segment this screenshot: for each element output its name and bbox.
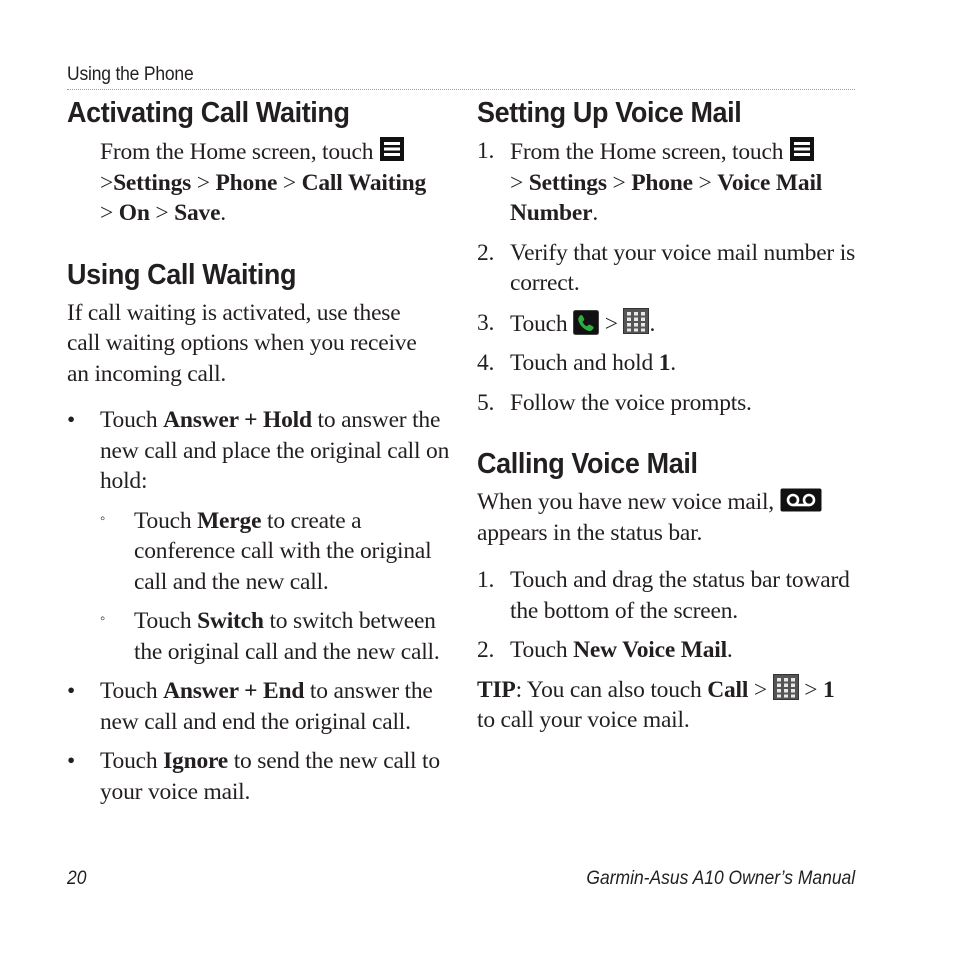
- voicemail-icon: [780, 488, 822, 512]
- dialpad-icon: [773, 674, 799, 700]
- heading-activating-call-waiting: Activating Call Waiting: [67, 97, 350, 129]
- page-number: 20: [67, 868, 87, 889]
- using-intro: If call waiting is activated, use these call waiting options when you receive an incoming call.: [67, 299, 417, 387]
- running-head: Using the Phone: [67, 64, 194, 85]
- bullet-ignore: • Touch Ignore to send the new call to your voice mail.: [67, 748, 440, 805]
- sub-bullet-marker: ◦: [100, 510, 106, 527]
- menu-icon: [789, 136, 815, 162]
- settings-label: Settings: [113, 169, 192, 196]
- setup-step-3: 3. Touch > .: [477, 309, 656, 337]
- heading-calling-voice-mail: Calling Voice Mail: [477, 448, 698, 480]
- on-label: On: [118, 200, 150, 226]
- dialpad-icon: [623, 308, 649, 334]
- bullet-marker: •: [67, 748, 76, 774]
- save-label: Save: [174, 200, 221, 226]
- phone-label: Phone: [215, 169, 278, 196]
- setup-step-1: 1. From the Home screen, touch > Settings > Phone > Voice Mail Number.: [477, 138, 823, 226]
- sub-bullet-marker: ◦: [100, 611, 106, 627]
- bullet-marker: •: [67, 407, 76, 433]
- calling-step-1: 1. Touch and drag the status bar toward the bottom of the screen.: [477, 567, 850, 624]
- calling-step-2: 2. Touch New Voice Mail.: [477, 637, 733, 663]
- sub-bullet-switch: ◦ Touch Switch to switch between the original call and the new call.: [67, 606, 452, 667]
- manual-title: Garmin-Asus A10 Owner’s Manual: [586, 868, 855, 889]
- menu-icon: [379, 136, 405, 162]
- calling-intro: When you have new voice mail, appears in the status bar.: [477, 487, 862, 548]
- setup-step-4: 4. Touch and hold 1.: [477, 350, 676, 376]
- right-column: [477, 93, 862, 736]
- activating-instructions: From the Home screen, touch >Settings > Phone > Call Waiting > On > Save.: [67, 136, 452, 229]
- tip-label: TIP: [477, 676, 516, 703]
- phone-call-icon: [573, 310, 599, 335]
- tip-note: TIP: You can also touch Call > > 1 to call your voice mail.: [477, 674, 862, 736]
- left-column: [67, 93, 452, 807]
- bullet-marker: •: [67, 678, 76, 704]
- header-rule: [67, 89, 855, 90]
- sub-bullet-merge: ◦ Touch Merge to create a conference call with the original call and the new call.: [67, 506, 452, 598]
- setup-step-2: 2. Verify that your voice mail number is correct.: [477, 239, 856, 296]
- setup-step-5: 5. Follow the voice prompts.: [477, 389, 752, 416]
- bullet-answer-hold: • Touch Answer + Hold to answer the new call and place the original call on hold:: [67, 407, 450, 494]
- bullet-answer-end: • Touch Answer + End to answer the new call and end the original call.: [67, 678, 433, 735]
- heading-setting-up-voice-mail: Setting Up Voice Mail: [477, 97, 742, 129]
- call-waiting-label: Call Waiting: [301, 169, 427, 196]
- heading-using-call-waiting: Using Call Waiting: [67, 258, 297, 291]
